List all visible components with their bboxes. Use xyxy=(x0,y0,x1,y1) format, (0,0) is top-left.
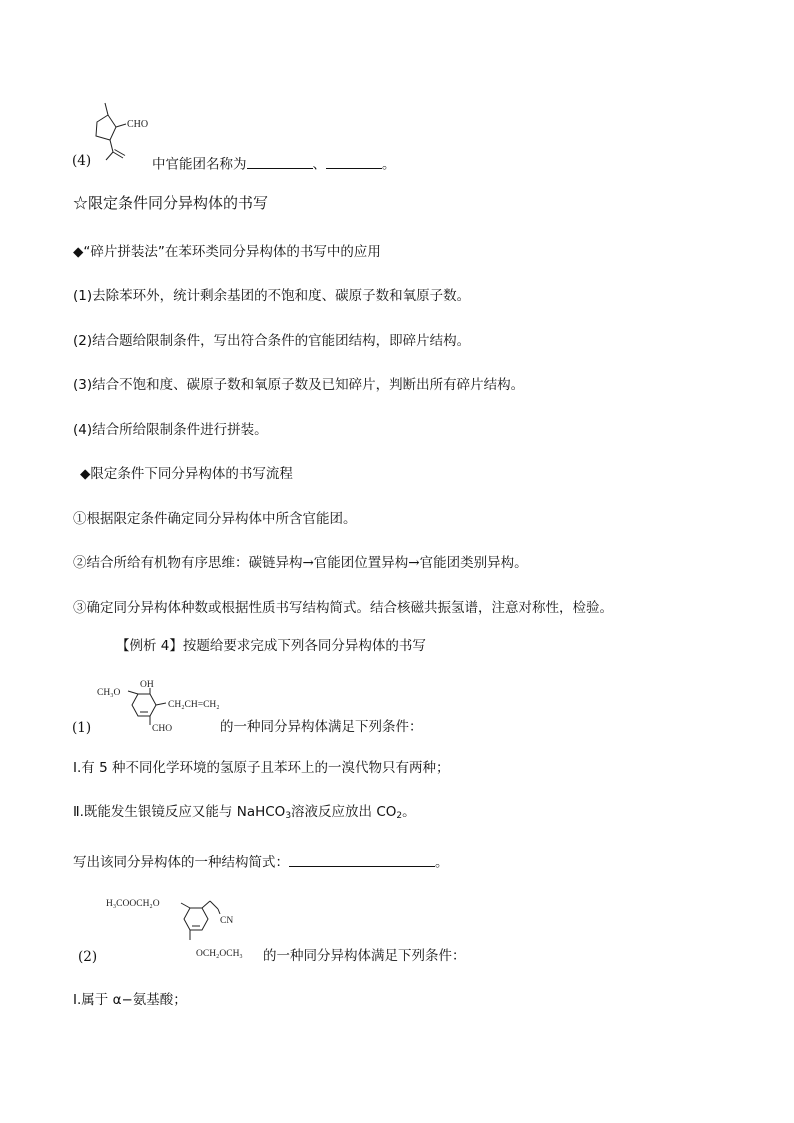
fragment-step-4: (4)结合所给限制条件进行拼装。 xyxy=(73,422,268,438)
vanillin-derivative-structure xyxy=(94,678,234,740)
part2-number: (2) xyxy=(78,949,98,965)
procedure-step-2: ②结合所给有机物有序思维：碳链异构→官能团位置异构→官能团类别异构。 xyxy=(73,555,528,571)
struct1-label-0: CH₃O xyxy=(97,688,121,698)
cond2-sub-2: 2 xyxy=(396,811,403,821)
cho-label: CHO xyxy=(127,119,149,130)
answer-blank-2[interactable] xyxy=(326,154,382,169)
struct1-label-2: CH₂CH=CH₂ xyxy=(168,700,220,710)
q4-end: 。 xyxy=(382,156,396,173)
section-heading: ☆限定条件同分异构体的书写 xyxy=(73,194,269,212)
q4-line xyxy=(152,154,396,172)
answer-prompt: 写出该同分异构体的一种结构简式： xyxy=(73,854,289,871)
part1-condition-1: Ⅰ.有 5 种不同化学环境的氢原子且苯环上的一溴代物只有两种； xyxy=(73,760,450,776)
answer-blank-3[interactable] xyxy=(289,852,435,867)
fragment-method-title: ◆“碎片拼装法”在苯环类同分异构体的书写中的应用 xyxy=(73,244,381,260)
answer-end: 。 xyxy=(435,854,449,871)
part1-condition-2 xyxy=(73,806,416,821)
fragment-step-1: (1)去除苯环外，统计剩余基团的不饱和度、碳原子数和氧原子数。 xyxy=(73,288,471,304)
procedure-title: ◆限定条件下同分异构体的书写流程 xyxy=(80,466,293,482)
q4-text: 中官能团名称为 xyxy=(152,156,247,173)
struct2-label-2: OCH₂OCH₃ xyxy=(196,949,243,959)
part2-desc: 的一种同分异构体满足下列条件： xyxy=(263,948,466,964)
cond2-part-a: Ⅱ.既能发生银镜反应又能与 NaHCO xyxy=(73,804,286,820)
part1-number: (1) xyxy=(72,720,92,736)
procedure-step-3: ③确定同分异构体种数或根据性质书写结构简式。结合核磁共振氢谱，注意对称性，检验。 xyxy=(73,600,613,616)
cond2-sub-1: 3 xyxy=(285,811,292,821)
procedure-step-1: ①根据限定条件确定同分异构体中所含官能团。 xyxy=(73,511,357,527)
struct1-label-3: CHO xyxy=(152,724,173,734)
cond2-part-b: 溶液反应放出 CO xyxy=(291,804,397,820)
fragment-step-2: (2)结合题给限制条件，写出符合条件的官能团结构，即碎片结构。 xyxy=(73,333,471,349)
q4-number: (4) xyxy=(72,153,92,169)
part1-answer-line xyxy=(73,852,449,870)
q4-separator: 、 xyxy=(312,156,326,173)
benzyl-cyanide-structure xyxy=(104,890,264,970)
struct2-label-0: H₃COOCH₂O xyxy=(106,899,160,909)
struct2-label-1: CN xyxy=(220,916,234,926)
answer-blank-1[interactable] xyxy=(247,154,313,169)
part1-desc: 的一种同分异构体满足下列条件： xyxy=(220,719,423,735)
struct1-label-1: OH xyxy=(140,680,154,690)
cond2-part-c: 。 xyxy=(402,804,416,820)
example-title: 【例析 4】按题给要求完成下列各同分异构体的书写 xyxy=(116,638,426,654)
part2-condition-1: Ⅰ.属于 α−氨基酸； xyxy=(73,992,187,1008)
fragment-step-3: (3)结合不饱和度、碳原子数和氧原子数及已知碎片，判断出所有碎片结构。 xyxy=(73,377,525,393)
